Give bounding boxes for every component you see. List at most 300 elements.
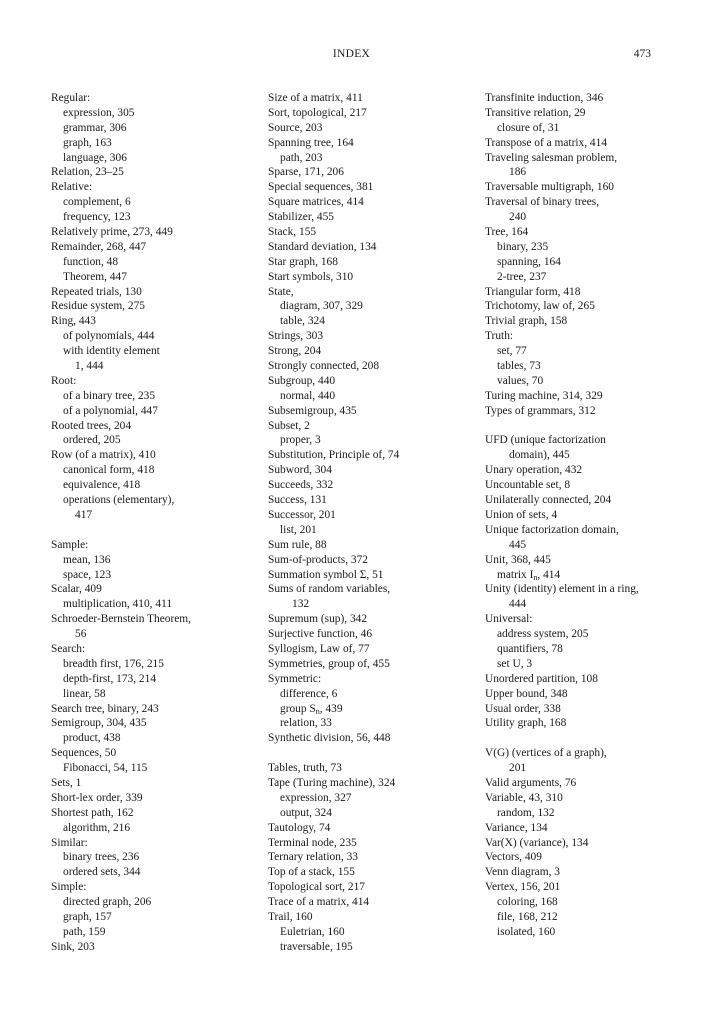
entry-page-refs: , 414 [537,568,561,581]
index-entry [485,850,690,865]
entry-text: Symmetric: [268,672,322,685]
entry-text: depth-first, 173, 214 [63,672,157,685]
index-entry [51,806,256,821]
index-subentry [485,344,690,359]
index-entry [485,151,690,166]
index-subentry [268,299,473,314]
entry-text: binary trees, 236 [63,851,140,864]
index-subentry [51,910,256,925]
entry-text: 1, 444 [75,360,104,373]
index-subentry [485,374,690,389]
index-entry [51,538,256,553]
index-entry [268,612,473,627]
entry-text: 2-tree, 237 [497,270,547,283]
index-subentry [51,865,256,880]
entry-text: Unordered partition, 108 [485,672,598,685]
entry-text: linear, 58 [63,687,106,700]
entry-text: Similar: [51,836,88,849]
index-subentry [51,121,256,136]
index-entry [268,895,473,910]
entry-text: Repeated trials, 130 [51,285,142,298]
entry-text: function, 48 [63,255,119,268]
entry-text: Unary operation, 432 [485,464,583,477]
index-entry [485,821,690,836]
entry-text: tables, 73 [497,360,541,373]
entry-text: coloring, 168 [497,896,558,909]
index-subentry [51,761,256,776]
entry-text: Traveling salesman problem, [485,151,618,164]
index-entry [268,657,473,672]
index-entry [485,91,690,106]
page-number: 473 [633,48,651,60]
index-column-1 [51,91,256,955]
index-entry [268,880,473,895]
entry-text: ordered sets, 344 [63,866,141,879]
index-subentry [51,895,256,910]
index-subentry [268,925,473,940]
entry-text: of a polynomial, 447 [63,404,158,417]
index-entry [268,195,473,210]
entry-text: Square matrices, 414 [268,196,364,209]
index-subentry [485,538,690,553]
entry-text: operations (elementary), [63,494,175,507]
index-entry [485,791,690,806]
entry-text: Symmetries, group of, 455 [268,657,390,670]
entry-text: Terminal node, 235 [268,836,357,849]
entry-text: Syllogism, Law of, 77 [268,642,370,655]
index-subentry [485,448,690,463]
index-entry [268,225,473,240]
index-entry [485,314,690,329]
entry-text: Shortest path, 162 [51,806,134,819]
index-subentry [268,314,473,329]
index-entry [268,255,473,270]
index-entry [268,776,473,791]
entry-text: Triangular form, 418 [485,285,581,298]
index-entry [268,836,473,851]
index-entry [268,463,473,478]
entry-text: Spanning tree, 164 [268,136,354,149]
index-subentry [485,657,690,672]
index-entry [268,106,473,121]
index-entry [51,374,256,389]
index-subentry [51,404,256,419]
index-subentry [51,493,256,508]
index-entry [51,880,256,895]
entry-text: Venn diagram, 3 [485,866,560,879]
entry-text: Unilaterally connected, 204 [485,494,612,507]
index-subentry [268,806,473,821]
index-subentry [485,568,690,583]
index-subentry [485,255,690,270]
index-entry [268,91,473,106]
index-subentry [485,925,690,940]
entry-text: product, 438 [63,732,121,745]
entry-text: Root: [51,374,77,387]
entry-text: isolated, 160 [497,925,556,938]
index-entry [268,180,473,195]
entry-text: 132 [292,598,310,611]
index-entry [268,419,473,434]
index-entry [485,463,690,478]
index-entry [51,776,256,791]
entry-text: Success, 131 [268,494,327,507]
index-entry [485,195,690,210]
index-subentry [268,523,473,538]
index-subentry [485,240,690,255]
entry-text: Successor, 201 [268,508,336,521]
index-subentry [51,925,256,940]
index-entry [51,716,256,731]
entry-text: graph, 163 [63,136,112,149]
index-entry [51,582,256,597]
index-subentry [51,508,256,523]
entry-text: Ring, 443 [51,315,96,328]
index-subentry [268,716,473,731]
entry-text: Substitution, Principle of, 74 [268,449,400,462]
entry-text: Synthetic division, 56, 448 [268,732,391,745]
entry-text: complement, 6 [63,196,131,209]
entry-text: Topological sort, 217 [268,881,365,894]
entry-text: Ternary relation, 33 [268,851,358,864]
index-subentry [485,121,690,136]
index-subentry [51,821,256,836]
index-entry [51,165,256,180]
index-entry [268,374,473,389]
index-entry [268,568,473,583]
index-subentry [51,344,256,359]
entry-text: 186 [509,166,527,179]
index-subentry [51,553,256,568]
entry-text: Fibonacci, 54, 115 [63,762,148,775]
entry-text: path, 203 [280,151,323,164]
index-entry [485,776,690,791]
index-entry [268,210,473,225]
entry-text: Tables, truth, 73 [268,762,342,775]
entry-text: diagram, 307, 329 [280,300,363,313]
index-subentry [51,463,256,478]
index-entry [268,285,473,300]
section-gap [268,746,473,761]
index-entry [485,582,690,597]
index-subentry [51,568,256,583]
entry-text: Top of a stack, 155 [268,866,355,879]
index-subentry [51,255,256,270]
entry-text: expression, 327 [280,791,352,804]
entry-text: Sums of random variables, [268,583,391,596]
index-entry [51,91,256,106]
index-subentry [51,359,256,374]
entry-text: Usual order, 338 [485,702,561,715]
index-entry [268,344,473,359]
entry-text: algorithm, 216 [63,821,131,834]
index-entry [268,821,473,836]
index-subentry [51,106,256,121]
index-entry [485,225,690,240]
entry-text: V(G) (vertices of a graph), [485,747,607,760]
entry-text: mean, 136 [63,553,111,566]
index-entry [485,716,690,731]
entry-text: Tautology, 74 [268,821,331,834]
index-subentry [268,791,473,806]
entry-text: Strong, 204 [268,345,322,358]
index-subentry [51,329,256,344]
index-entry [485,523,690,538]
entry-text: Stabilizer, 455 [268,211,334,224]
entry-page-refs: , 439 [319,702,343,715]
entry-text: Rooted trees, 204 [51,419,132,432]
entry-text: Turing machine, 314, 329 [485,389,603,402]
index-subentry [268,151,473,166]
index-entry [485,672,690,687]
index-entry [485,553,690,568]
entry-text: 417 [75,508,93,521]
index-entry [268,627,473,642]
index-entry [485,136,690,151]
entry-text: address system, 205 [497,628,589,641]
entry-text: 445 [509,538,527,551]
index-subentry [485,270,690,285]
index-entry [51,702,256,717]
entry-text: frequency, 123 [63,211,131,224]
index-subentry [51,136,256,151]
entry-text: canonical form, 418 [63,464,155,477]
entry-text: Theorem, 447 [63,270,127,283]
entry-text: Supremum (sup), 342 [268,613,368,626]
section-gap [485,731,690,746]
entry-text: normal, 440 [280,389,336,402]
entry-text: Upper bound, 348 [485,687,568,700]
entry-text: State, [268,285,294,298]
index-entry [268,850,473,865]
entry-text: Vertex, 156, 201 [485,881,561,894]
entry-text: Standard deviation, 134 [268,240,377,253]
entry-text: Start symbols, 310 [268,270,354,283]
index-subentry [51,597,256,612]
entry-text: Utility graph, 168 [485,717,567,730]
entry-text: Vectors, 409 [485,851,542,864]
entry-text: Tape (Turing machine), 324 [268,776,396,789]
index-entry [485,865,690,880]
entry-text: group S [280,702,316,715]
index-entry [51,836,256,851]
entry-text: Transpose of a matrix, 414 [485,136,608,149]
index-entry [268,731,473,746]
entry-text: Valid arguments, 76 [485,776,577,789]
entry-subscript: n [315,706,320,716]
entry-text: Trace of a matrix, 414 [268,896,370,909]
index-subentry [268,389,473,404]
index-entry [485,612,690,627]
entry-text: Traversable multigraph, 160 [485,181,614,194]
entry-text: Sample: [51,538,89,551]
entry-text: Sum-of-products, 372 [268,553,368,566]
index-subentry [485,910,690,925]
index-subentry [268,597,473,612]
entry-text: Trail, 160 [268,910,313,923]
entry-text: Subsemigroup, 435 [268,404,357,417]
index-entry [51,225,256,240]
index-entry [268,865,473,880]
entry-text: Sets, 1 [51,776,82,789]
index-entry [485,508,690,523]
index-entry [268,359,473,374]
entry-text: Residue system, 275 [51,300,145,313]
entry-text: Transitive relation, 29 [485,106,586,119]
entry-text: Search tree, binary, 243 [51,702,159,715]
entry-text: Strongly connected, 208 [268,360,380,373]
index-entry [485,702,690,717]
entry-text: quantifiers, 78 [497,642,563,655]
index-entry [485,746,690,761]
index-subentry [51,195,256,210]
entry-text: Scalar, 409 [51,583,102,596]
entry-text: Euletrian, 160 [280,925,345,938]
index-entry [268,136,473,151]
entry-text: Subword, 304 [268,464,332,477]
entry-text: Unique factorization domain, [485,523,619,536]
index-entry [268,448,473,463]
entry-text: output, 324 [280,806,332,819]
index-subentry [485,165,690,180]
section-gap [51,523,256,538]
entry-text: Relative: [51,181,93,194]
index-entry [268,642,473,657]
running-header-title: INDEX [332,48,371,60]
index-subentry [268,433,473,448]
index-entry [485,285,690,300]
entry-text: UFD (unique factorization [485,434,606,447]
index-entry [268,478,473,493]
index-entry [51,180,256,195]
index-subentry [51,850,256,865]
index-entry [51,285,256,300]
index-subentry [51,270,256,285]
index-subentry [51,478,256,493]
entry-text: Subset, 2 [268,419,310,432]
index-subentry [51,389,256,404]
index-entry [51,419,256,434]
entry-text: Strings, 303 [268,330,324,343]
entry-text: breadth first, 176, 215 [63,657,164,670]
entry-text: Unity (identity) element in a ring, [485,583,639,596]
index-entry [485,880,690,895]
entry-text: file, 168, 212 [497,910,558,923]
entry-text: domain), 445 [509,449,570,462]
entry-text: Sort, topological, 217 [268,106,367,119]
entry-text: Union of sets, 4 [485,508,558,521]
index-subentry [268,940,473,955]
index-entry [51,642,256,657]
entry-text: Traversal of binary trees, [485,196,600,209]
index-entry [485,433,690,448]
entry-text: proper, 3 [280,434,321,447]
index-subentry [51,627,256,642]
index-entry [268,761,473,776]
entry-text: Star graph, 168 [268,255,338,268]
entry-text: Var(X) (variance), 134 [485,836,589,849]
index-entry [485,329,690,344]
index-entry [268,910,473,925]
entry-text: path, 159 [63,925,106,938]
index-subentry [51,672,256,687]
index-subentry [51,151,256,166]
index-entry [485,180,690,195]
index-entry [485,493,690,508]
entry-text: Regular: [51,92,91,104]
index-entry [485,404,690,419]
index-entry [268,672,473,687]
entry-text: Surjective function, 46 [268,628,373,641]
index-subentry [485,806,690,821]
index-entry [485,106,690,121]
index-entry [268,404,473,419]
entry-text: traversable, 195 [280,940,353,953]
entry-text: Sparse, 171, 206 [268,166,344,179]
index-entry [485,478,690,493]
index-entry [268,270,473,285]
index-entry [268,553,473,568]
index-entry [268,165,473,180]
entry-text: list, 201 [280,523,317,536]
index-entry [485,299,690,314]
index-entry [485,836,690,851]
entry-text: 240 [509,211,527,224]
entry-subscript: n [533,572,538,582]
entry-text: Sequences, 50 [51,747,117,760]
entry-text: Row (of a matrix), 410 [51,449,156,462]
entry-text: Search: [51,642,86,655]
index-entry [268,538,473,553]
index-subentry [268,687,473,702]
entry-text: Trivial graph, 158 [485,315,568,328]
entry-text: random, 132 [497,806,555,819]
index-column-3 [485,91,690,940]
index-entry [51,940,256,955]
index-entry [51,448,256,463]
index-subentry [51,687,256,702]
entry-text: set U, 3 [497,657,533,670]
entry-text: table, 324 [280,315,325,328]
entry-text: Remainder, 268, 447 [51,240,147,253]
entry-text: Truth: [485,330,514,343]
entry-text: Stack, 155 [268,226,317,239]
entry-text: Sum rule, 88 [268,538,327,551]
index-subentry [51,731,256,746]
entry-text: binary, 235 [497,240,549,253]
index-entry [485,687,690,702]
index-subentry [485,761,690,776]
index-entry [51,314,256,329]
index-entry [268,329,473,344]
index-entry [51,612,256,627]
index-entry [51,299,256,314]
entry-text: Universal: [485,613,533,626]
entry-text: 201 [509,762,527,775]
index-entry [268,582,473,597]
index-subentry [485,642,690,657]
entry-text: of a binary tree, 235 [63,389,156,402]
entry-text: Summation symbol Σ, 51 [268,568,384,581]
entry-text: relation, 33 [280,717,332,730]
index-subentry [485,359,690,374]
entry-text: Transfinite induction, 346 [485,92,604,104]
entry-text: of polynomials, 444 [63,330,155,343]
entry-text: Succeeds, 332 [268,479,334,492]
entry-text: Source, 203 [268,121,323,134]
entry-text: with identity element [63,345,160,358]
index-entry [51,791,256,806]
